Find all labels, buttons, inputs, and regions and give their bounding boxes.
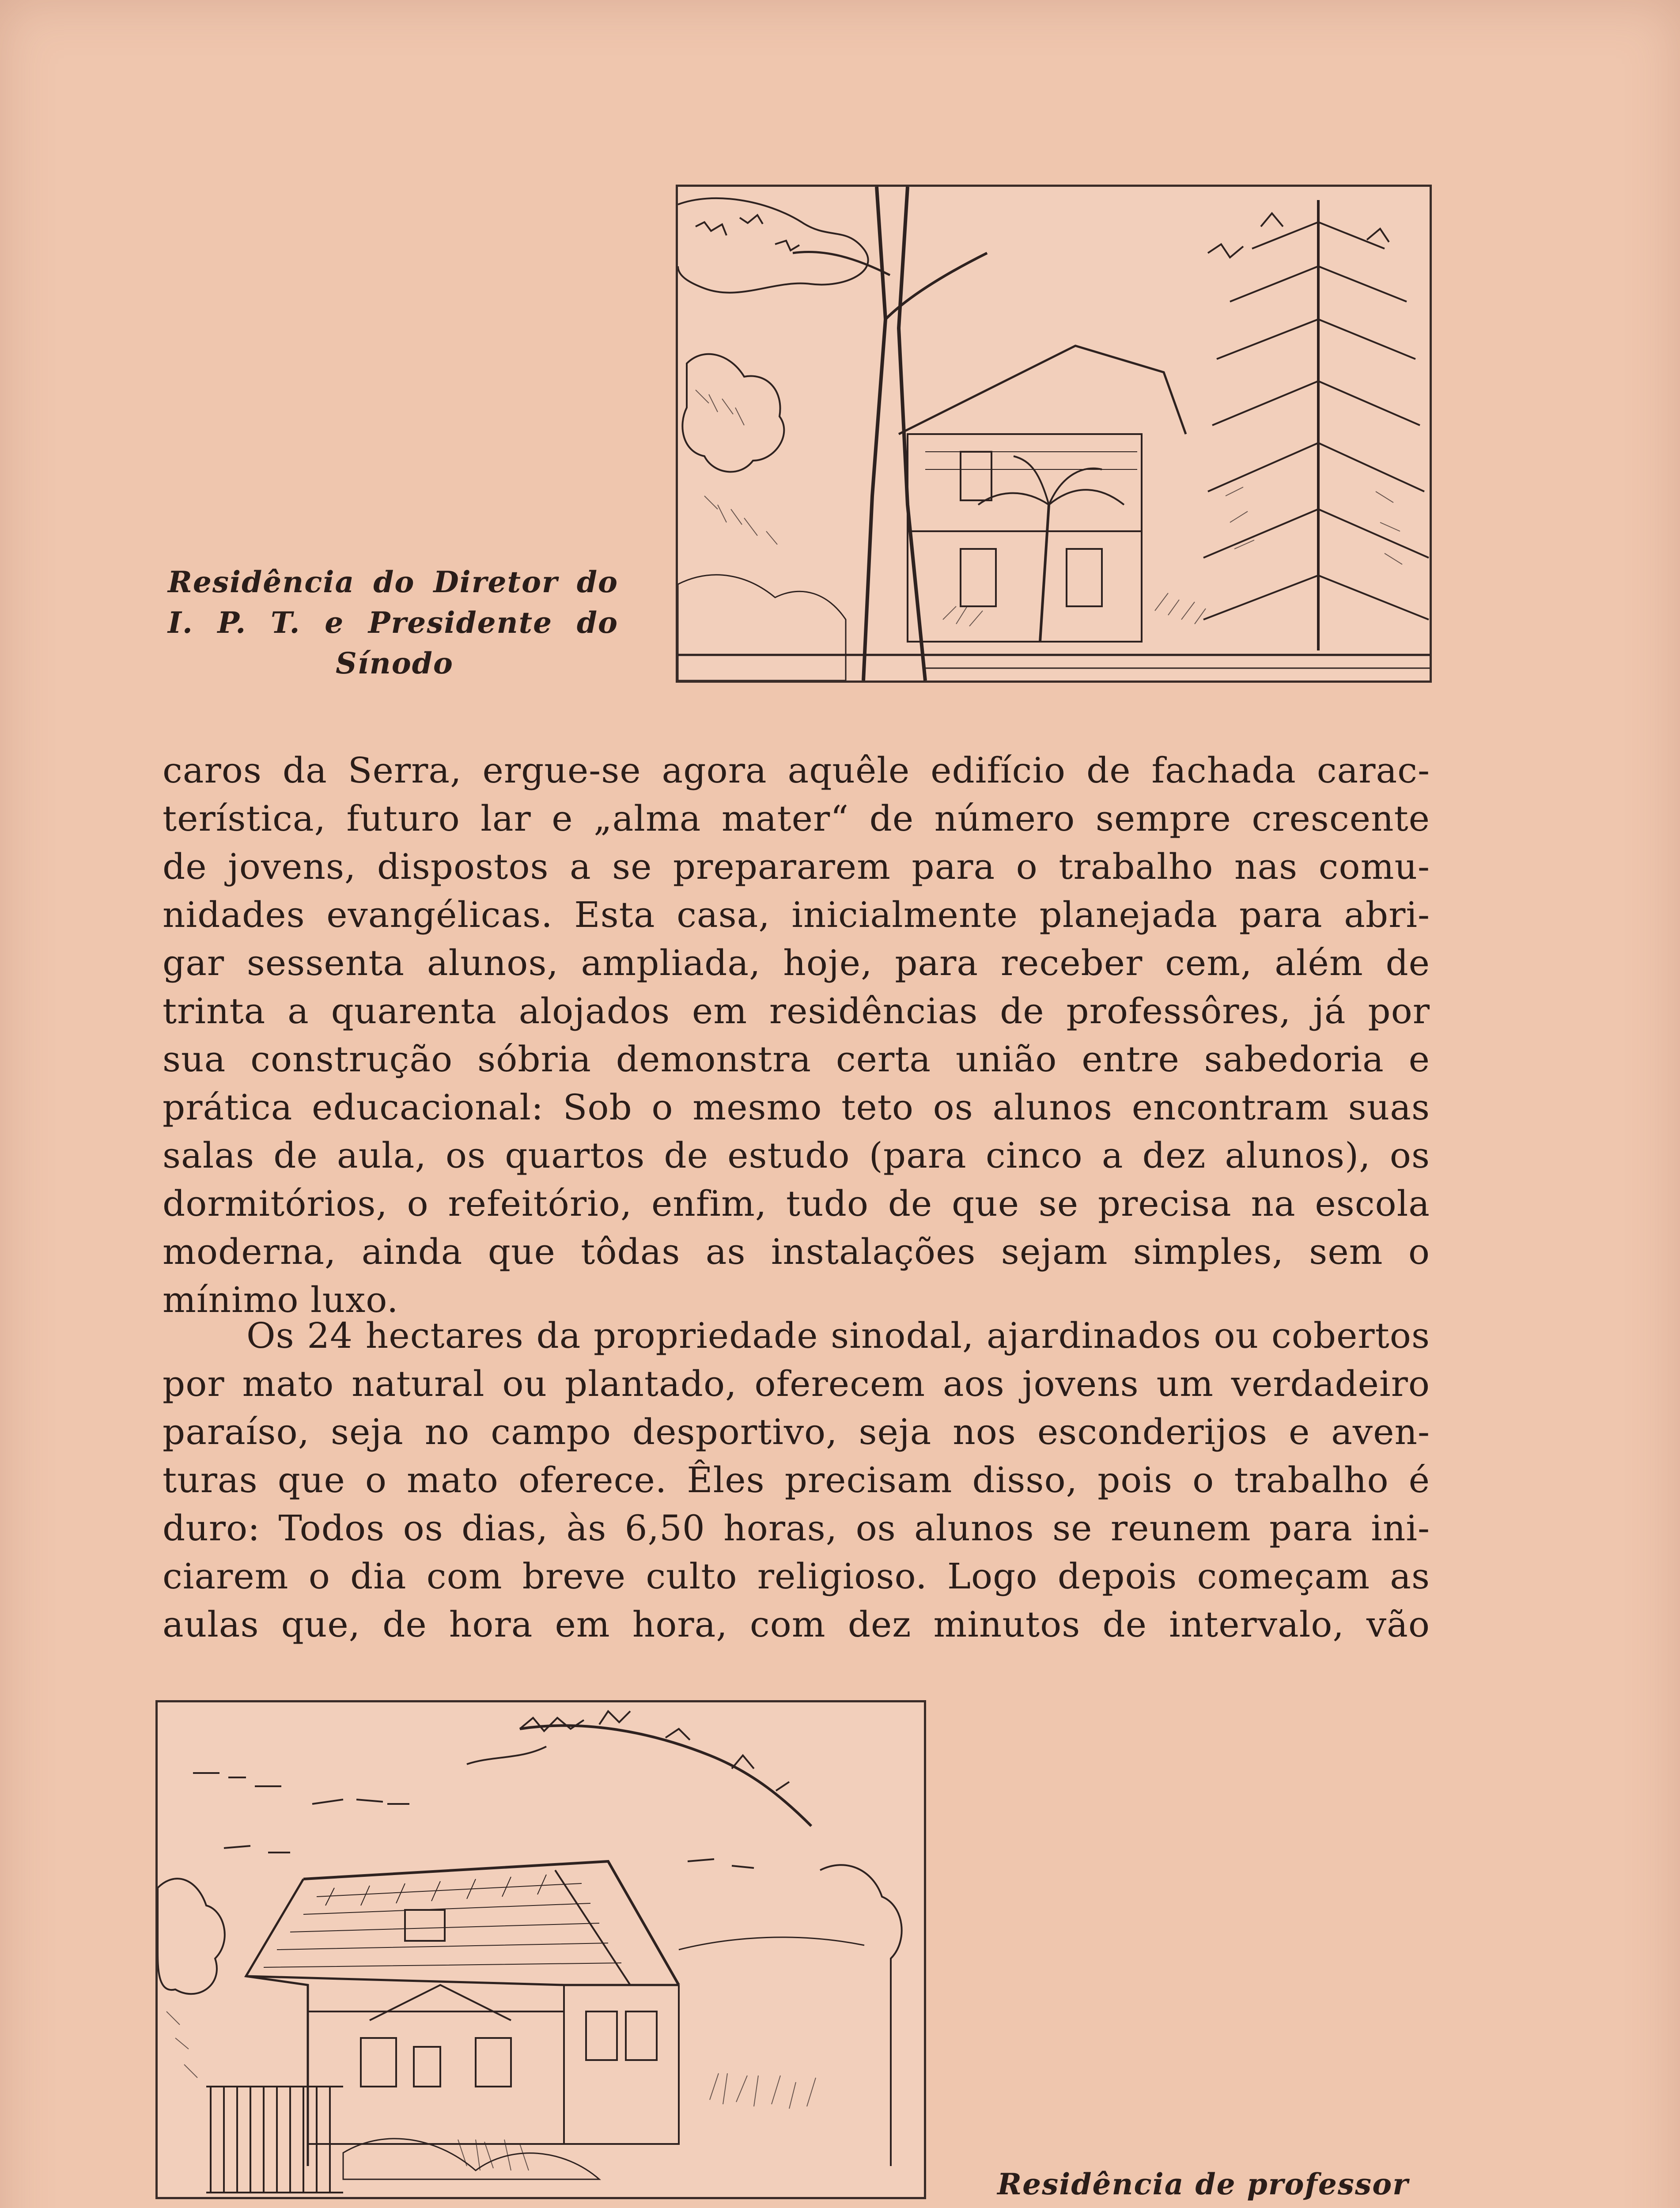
text-line: trinta a quarenta alojados em residências de professôres, já por [163, 991, 1430, 1032]
professor-residence-drawing [158, 1702, 924, 2197]
text-line: turas que o mato oferece. Êles precisam disso, pois o trabalho é [163, 1459, 1430, 1501]
text-line: nidades evangélicas. Esta casa, inicialmente planejada para abri- [163, 894, 1430, 935]
caption-line: I. P. T. e Presidente do [168, 605, 618, 640]
text-line: aulas que, de hora em hora, com dez minutos de intervalo, vão [163, 1604, 1430, 1645]
professor-residence-illustration [155, 1700, 926, 2199]
caption-line: Residência do Diretor do [168, 565, 618, 599]
text-line: sua construção sóbria demonstra certa união entre sabedoria e [163, 1039, 1430, 1080]
text-line: moderna, ainda que tôdas as instalações sejam simples, sem o [163, 1231, 1430, 1272]
text-line: mínimo luxo. [163, 1279, 399, 1320]
director-residence-illustration [676, 185, 1432, 683]
text-line: de jovens, dispostos a se prepararem para o trabalho nas comu- [163, 846, 1430, 887]
text-line: por mato natural ou plantado, oferecem aos jovens um verdadeiro [163, 1363, 1430, 1404]
director-residence-caption [168, 562, 618, 684]
text-line: terística, futuro lar e „alma mater“ de número sempre crescente [163, 798, 1430, 839]
text-line: prática educacional: Sob o mesmo teto os alunos encontram suas [163, 1087, 1430, 1128]
paragraph-2 [163, 1312, 1430, 1648]
text-line: duro: Todos os dias, às 6,50 horas, os alunos se reunem para ini- [163, 1508, 1430, 1549]
text-line: ciarem o dia com breve culto religioso. Logo depois começam as [163, 1556, 1430, 1597]
text-line: salas de aula, os quartos de estudo (para cinco a dez alunos), os [163, 1135, 1430, 1176]
text-line: Os 24 hectares da propriedade sinodal, ajardinados ou cobertos [246, 1315, 1430, 1356]
text-line: dormitórios, o refeitório, enfim, tudo de que se precisa na escola [163, 1183, 1430, 1224]
director-residence-drawing [678, 187, 1430, 681]
text-line: gar sessenta alunos, ampliada, hoje, para receber cem, além de [163, 942, 1430, 983]
paragraph-1 [163, 746, 1430, 1324]
text-line: paraíso, seja no campo desportivo, seja nos esconderijos e aven- [163, 1411, 1430, 1452]
professor-residence-caption: Residência de professor [997, 2167, 1409, 2201]
text-line: caros da Serra, ergue-se agora aquêle edifício de fachada carac- [163, 750, 1430, 791]
caption-line: Sínodo [336, 646, 454, 681]
